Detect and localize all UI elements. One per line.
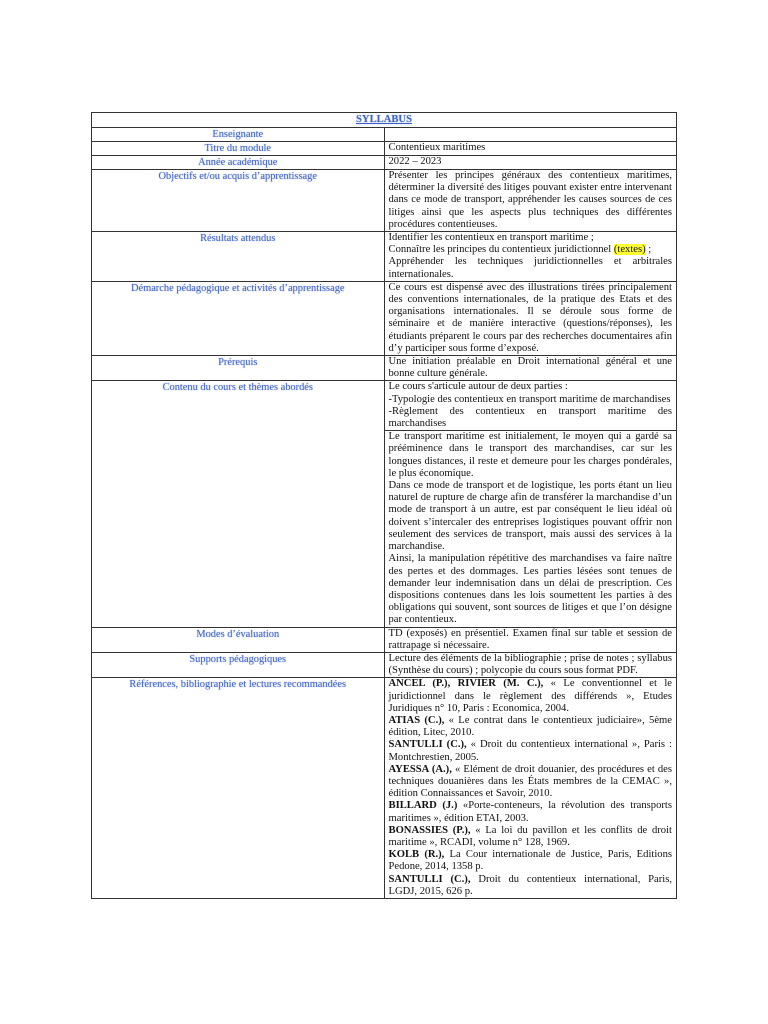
row-value-annee: 2022 – 2023	[384, 156, 677, 170]
row-value-contenu	[384, 381, 677, 627]
reference-entry	[389, 715, 673, 739]
row-value-objectifs: Présenter les principes généraux des contentieux maritimes, déterminer la diversité des litiges pouvant exister entre intervenant dans ce mode de transport, appréhender les causes sources de ces litiges ainsi que les aspects plus techniques des différentes procédures contentieuses.	[384, 170, 677, 232]
reference-text: La Cour internationale de Justice, Paris, Editions Pedone, 2014, 1358 p.	[388, 849, 672, 873]
result-line	[389, 244, 673, 256]
table-header-row	[92, 113, 677, 128]
reference-entry	[389, 825, 673, 849]
table-row	[92, 356, 677, 381]
result-line: Identifier les contentieux en transport maritime ;	[388, 232, 594, 244]
row-label-annee: Année académique	[92, 156, 385, 170]
syllabus-table	[91, 112, 677, 899]
reference-text: Droit du contentieux international, Paris, LGDJ, 2015, 626 p.	[388, 873, 672, 897]
reference-entry	[389, 739, 673, 763]
table-row	[92, 381, 677, 627]
row-label-objectifs: Objectifs et/ou acquis d’apprentissage	[92, 170, 385, 232]
course-part-line: Le cours s'articule autour de deux parties :	[388, 381, 568, 393]
table-row	[92, 142, 677, 156]
table-row	[92, 281, 677, 355]
reference-text: « Elément de droit douanier, des procédures et des techniques douanières dans les États membres de la CEMAC », édition Connaissances et Savoir, 2010.	[388, 763, 672, 800]
table-row	[92, 652, 677, 677]
course-part-line: -Typologie des contentieux en transport maritime de marchandises	[388, 393, 671, 405]
row-label-prerequis: Prérequis	[92, 356, 385, 381]
reference-entry	[389, 678, 673, 715]
reference-entry	[389, 800, 673, 824]
row-label-supports: Supports pédagogiques	[92, 652, 385, 677]
reference-text: «Porte-conteneurs, la révolution des transports maritimes », édition ETAI, 2003.	[388, 800, 672, 824]
reference-text: « Le conventionnel et le juridictionnel dans le règlement des différends », Etudes Juridiques n° 10, Paris : Economica, 2004.	[388, 678, 672, 714]
row-label-enseignante: Enseignante	[92, 128, 385, 142]
reference-author: SANTULLI (C.),	[388, 873, 471, 885]
table-row	[92, 232, 677, 282]
reference-entry	[389, 874, 673, 898]
table-row	[92, 170, 677, 232]
row-value-titre-module: Contentieux maritimes	[384, 142, 677, 156]
syllabus-title: SYLLABUS	[92, 113, 677, 128]
table-row	[92, 156, 677, 170]
row-value-resultats	[384, 232, 677, 282]
result-line-suffix: ;	[645, 244, 652, 256]
course-part-line: -Règlement des contentieux en transport maritime des marchandises	[388, 405, 672, 430]
reference-author: BILLARD (J.)	[388, 800, 458, 812]
reference-text: « La loi du pavillon et les conflits de droit maritime », RCADI, volume n° 128, 1969.	[388, 824, 672, 848]
row-value-demarche: Ce cours est dispensé avec des illustrations tirées principalement des conventions internationales, de la pratique des Etats et des organisations internationales. Il se déroule sous forme de séminaire et de manière interactive (questions/réponses), les étudiants préparent le cours par des recherches documentaires afin d’y participer sous forme d’exposé.	[384, 281, 677, 355]
row-value-supports: Lecture des éléments de la bibliographie ; prise de notes ; syllabus (Synthèse du cours) ; polycopie du cours sous format PDF.	[384, 652, 677, 677]
reference-author: AYESSA (A.),	[388, 763, 452, 775]
row-label-references: Références, bibliographie et lectures recommandées	[92, 678, 385, 899]
row-value-references	[384, 678, 677, 899]
reference-text: « Droit du contentieux international », Paris : Montchrestien, 2005.	[388, 739, 672, 763]
row-value-modes-evaluation: TD (exposés) en présentiel. Examen final sur table et session de rattrapage si nécessaire.	[384, 627, 677, 652]
reference-author: SANTULLI (C.),	[388, 739, 467, 751]
reference-entry	[389, 849, 673, 873]
reference-entry	[389, 764, 673, 801]
reference-author: ATIAS (C.),	[388, 714, 445, 726]
content-paragraph: Dans ce mode de transport et de logistique, les ports étant un lieu naturel de rupture de charge afin de transférer la marchandise d’un mode de transport à un autre, est par conséquent le lieu idéal où doivent s’intercaler des entreprises logistiques pouvant offrir non seulement des services de transport, mais aussi des services à la marchandise.	[388, 480, 672, 553]
reference-text: « Le contrat dans le contentieux judiciaire», 5ème édition, Litec, 2010.	[388, 714, 672, 739]
content-divider	[385, 430, 677, 626]
reference-author: KOLB (R.),	[388, 849, 445, 861]
table-row	[92, 627, 677, 652]
row-label-contenu: Contenu du cours et thèmes abordés	[92, 381, 385, 627]
row-label-demarche: Démarche pédagogique et activités d’apprentissage	[92, 281, 385, 355]
row-label-titre-module: Titre du module	[92, 142, 385, 156]
row-value-enseignante	[384, 128, 677, 142]
table-row	[92, 128, 677, 142]
content-paragraph: Ainsi, la manipulation répétitive des marchandises va faire naître des pertes et des dommages. Les parties lésées sont tenues de demander leur indemnisation dans un délai de prescription. Ces dispositions contenues dans les lois soumettent les parties à des obligations qui souvent, sont sources de litiges et que l’on désigne par contentieux.	[388, 553, 672, 626]
result-line: Appréhender les techniques juridictionnelles et arbitrales internationales.	[388, 256, 672, 280]
reference-author: ANCEL (P.), RIVIER (M. C.),	[388, 678, 544, 690]
row-label-resultats: Résultats attendus	[92, 232, 385, 282]
result-line-text: Connaître les principes du contentieux juridictionnel	[388, 244, 612, 256]
table-row	[92, 678, 677, 899]
content-paragraph: Le transport maritime est initialement, le moyen qui a gardé sa prééminence dans le transport des marchandises, car sur les longues distances, il reste et demeure pour les charges pondérales, le plus économique.	[388, 431, 672, 479]
row-label-modes-evaluation: Modes d’évaluation	[92, 627, 385, 652]
row-value-prerequis: Une initiation préalable en Droit international général et une bonne culture générale.	[384, 356, 677, 381]
reference-author: BONASSIES (P.),	[388, 824, 471, 836]
highlighted-text: (textes)	[613, 244, 646, 256]
